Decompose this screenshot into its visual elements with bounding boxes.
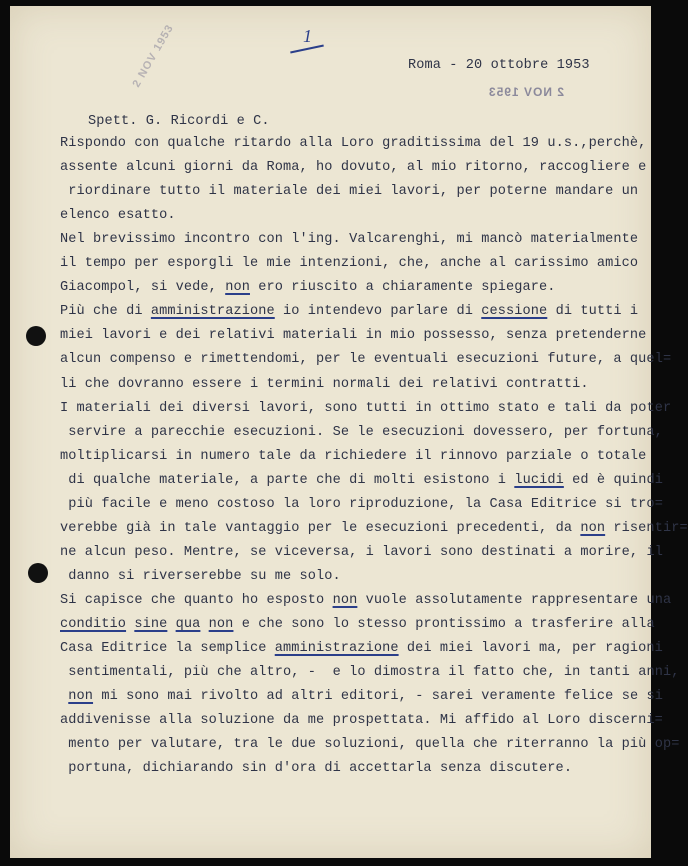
letter-line: elenco esatto. <box>60 208 176 223</box>
underlined-word: conditio <box>60 617 127 632</box>
underlined-word: lucidi <box>514 473 564 488</box>
letter-line: di qualche materiale, a parte che di molti esistono i lucidi ed è quindi <box>68 473 663 488</box>
received-stamp-faded: 2 NOV 1953 <box>130 22 177 90</box>
letter-page <box>10 6 688 858</box>
underlined-word: amministrazione <box>274 641 399 656</box>
place-date: Roma - 20 ottobre 1953 <box>408 58 590 73</box>
letter-line: conditio sine qua non e che sono lo stesso prontissimo a trasferire alla <box>60 617 655 632</box>
recipient: Spett. G. Ricordi e C. <box>88 114 270 129</box>
letter-line: Più che di amministrazione io intendevo parlare di cessione di tutti i <box>60 304 639 319</box>
letter-line: Nel brevissimo incontro con l'ing. Valcarenghi, mi mancò materialmente <box>60 232 639 247</box>
letter-line: Rispondo con qualche ritardo alla Loro graditissima del 19 u.s.,perchè, <box>60 136 647 151</box>
letter-line: alcun compenso e rimettendomi, per le eventuali esecuzioni future, a quel= <box>60 352 672 367</box>
underlined-word: non <box>208 617 234 632</box>
received-stamp: 2 NOV 1953 <box>488 85 565 99</box>
letter-line: mento per valutare, tra le due soluzioni, quella che riterranno la più op= <box>68 737 680 752</box>
letter-line: Casa Editrice la semplice amministrazione dei miei lavori ma, per ragioni <box>60 641 663 656</box>
letter-line: più facile e meno costoso la loro riproduzione, la Casa Editrice si tro= <box>68 497 663 512</box>
letter-line: Si capisce che quanto ho esposto non vuole assolutamente rappresentare una <box>60 593 672 608</box>
page-number: 1 <box>303 26 312 46</box>
letter-line: il tempo per esporgli le mie intenzioni, che, anche al carissimo amico <box>60 256 639 271</box>
underlined-word: non <box>332 593 358 608</box>
underlined-word: non <box>68 689 94 704</box>
underlined-word: non <box>225 280 250 295</box>
letter-line: danno si riverserebbe su me solo. <box>68 569 341 584</box>
underlined-word: qua <box>175 617 201 632</box>
letter-line: li che dovranno essere i termini normali dei relativi contratti. <box>60 377 589 392</box>
letter-line: miei lavori e dei relativi materiali in mio possesso, senza pretenderne <box>60 328 647 343</box>
underlined-word: amministrazione <box>150 304 275 319</box>
underlined-word: sine <box>134 617 168 632</box>
punch-hole-bottom <box>28 563 48 583</box>
punch-hole-top <box>26 326 46 346</box>
letter-line: sentimentali, più che altro, - e lo dimostra il fatto che, in tanti anni, <box>68 665 680 680</box>
letter-line: verebbe già in tale vantaggio per le esecuzioni precedenti, da non risentir= <box>60 521 688 536</box>
letter-line: servire a parecchie esecuzioni. Se le esecuzioni dovessero, per fortuna, <box>68 425 663 440</box>
letter-line: non mi sono mai rivolto ad altri editori, - sarei veramente felice se si <box>68 689 663 704</box>
letter-line: ne alcun peso. Mentre, se viceversa, i lavori sono destinati a morire, il <box>60 545 663 560</box>
letter-line: Giacompol, si vede, non ero riuscito a chiaramente spiegare. <box>60 280 556 295</box>
underlined-word: cessione <box>481 304 548 319</box>
letter-line: addivenisse alla soluzione da me prospettata. Mi affido al Loro discerni= <box>60 713 663 728</box>
letter-line: I materiali dei diversi lavori, sono tutti in ottimo stato e tali da poter <box>60 401 672 416</box>
letter-line: portuna, dichiarando sin d'ora di accettarla senza discutere. <box>68 761 573 776</box>
letter-line: assente alcuni giorni da Roma, ho dovuto, al mio ritorno, raccogliere e <box>60 160 647 175</box>
underlined-word: non <box>580 521 606 536</box>
letter-line: moltiplicarsi in numero tale da richiedere il rinnovo parziale o totale <box>60 449 647 464</box>
letter-line: riordinare tutto il materiale dei miei lavori, per poterne mandare un <box>68 184 639 199</box>
